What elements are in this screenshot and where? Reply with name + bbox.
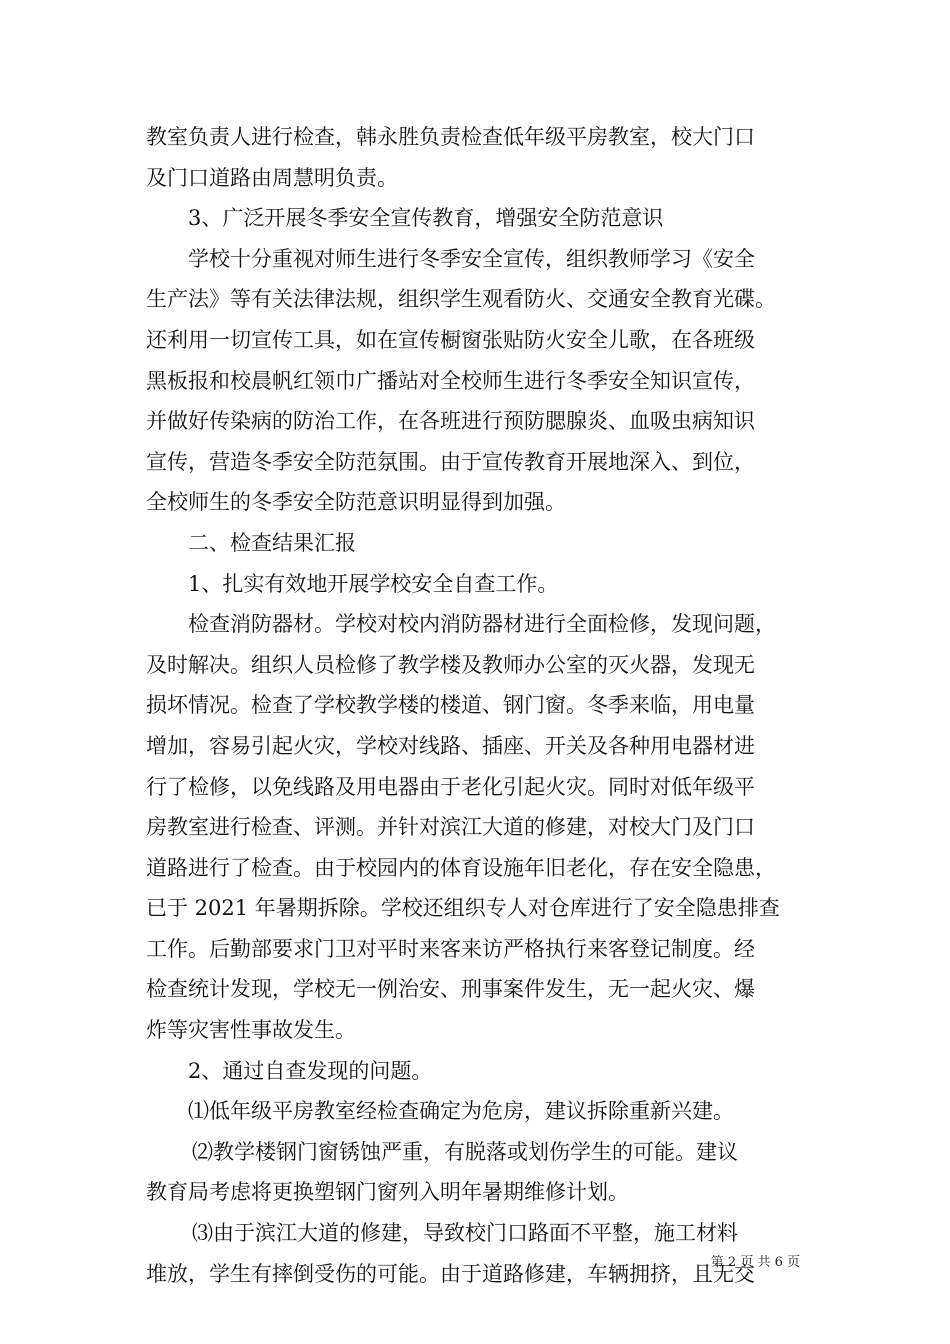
text-line: 检查消防器材。学校对校内消防器材进行全面检修，发现问题，	[188, 612, 776, 637]
text-line: 黑板报和校晨帆红领巾广播站对全校师生进行冬季安全知识宣传，	[146, 368, 755, 393]
text-line: 房教室进行检查、评测。并针对滨江大道的修建，对校大门及门口	[146, 815, 755, 840]
section-heading: 二、检查结果汇报	[188, 530, 356, 555]
text-line: 已于 2021 年暑期拆除。学校还组织专人对仓库进行了安全隐患排查	[146, 896, 780, 921]
text-line: 炸等灾害性事故发生。	[146, 1018, 356, 1043]
text-line: 全校师生的冬季安全防范意识明显得到加强。	[146, 490, 566, 515]
text-line: 损坏情况。检查了学校教学楼的楼道、钢门窗。冬季来临，用电量	[146, 693, 755, 718]
text-line: 增加，容易引起火灾，学校对线路、插座、开关及各种用电器材进	[146, 733, 755, 758]
page-number: 第 2 页 共 6 页	[710, 1255, 800, 1270]
list-item: ⑴低年级平房教室经检查确定为危房，建议拆除重新兴建。	[188, 1099, 734, 1124]
text-line: 工作。后勤部要求门卫对平时来客来访严格执行来客登记制度。经	[146, 936, 755, 961]
text-line: 还利用一切宣传工具，如在宣传橱窗张贴防火安全儿歌，在各班级	[146, 327, 755, 352]
text-line: 及门口道路由周慧明负责。	[146, 165, 398, 190]
section-heading: 3、广泛开展冬季安全宣传教育，增强安全防范意识	[188, 206, 664, 231]
text-line: 堆放，学生有摔倒受伤的可能。由于道路修建，车辆拥挤，且无交	[146, 1261, 755, 1286]
document-body	[146, 117, 818, 1294]
text-line: 宣传，营造冬季安全防范氛围。由于宣传教育开展地深入、到位，	[146, 449, 755, 474]
text-line: 及时解决。组织人员检修了教学楼及教师办公室的灭火器，发现无	[146, 652, 755, 677]
text-line: 行了检修，以免线路及用电器由于老化引起火灾。同时对低年级平	[146, 774, 755, 799]
text-line: 教育局考虑将更换塑钢门窗列入明年暑期维修计划。	[146, 1180, 629, 1205]
text-line: 生产法》等有关法律法规，组织学生观看防火、交通安全教育光碟。	[146, 287, 776, 312]
subsection-heading: 2、通过自查发现的问题。	[188, 1058, 433, 1083]
subsection-heading: 1、扎实有效地开展学校安全自查工作。	[188, 571, 559, 596]
text-line: 并做好传染病的防治工作，在各班进行预防腮腺炎、血吸虫病知识	[146, 409, 755, 434]
list-item: ⑶由于滨江大道的修建，导致校门口路面不平整，施工材料	[192, 1221, 738, 1246]
text-line: 学校十分重视对师生进行冬季安全宣传，组织教师学习《安全	[188, 246, 755, 271]
text-line: 道路进行了检查。由于校园内的体育设施年旧老化，存在安全隐患，	[146, 855, 776, 880]
text-line: 教室负责人进行检查，韩永胜负责检查低年级平房教室，校大门口	[146, 125, 755, 149]
list-item: ⑵教学楼钢门窗锈蚀严重，有脱落或划伤学生的可能。建议	[192, 1139, 738, 1164]
text-line: 检查统计发现，学校无一例治安、刑事案件发生，无一起火灾、爆	[146, 977, 755, 1002]
